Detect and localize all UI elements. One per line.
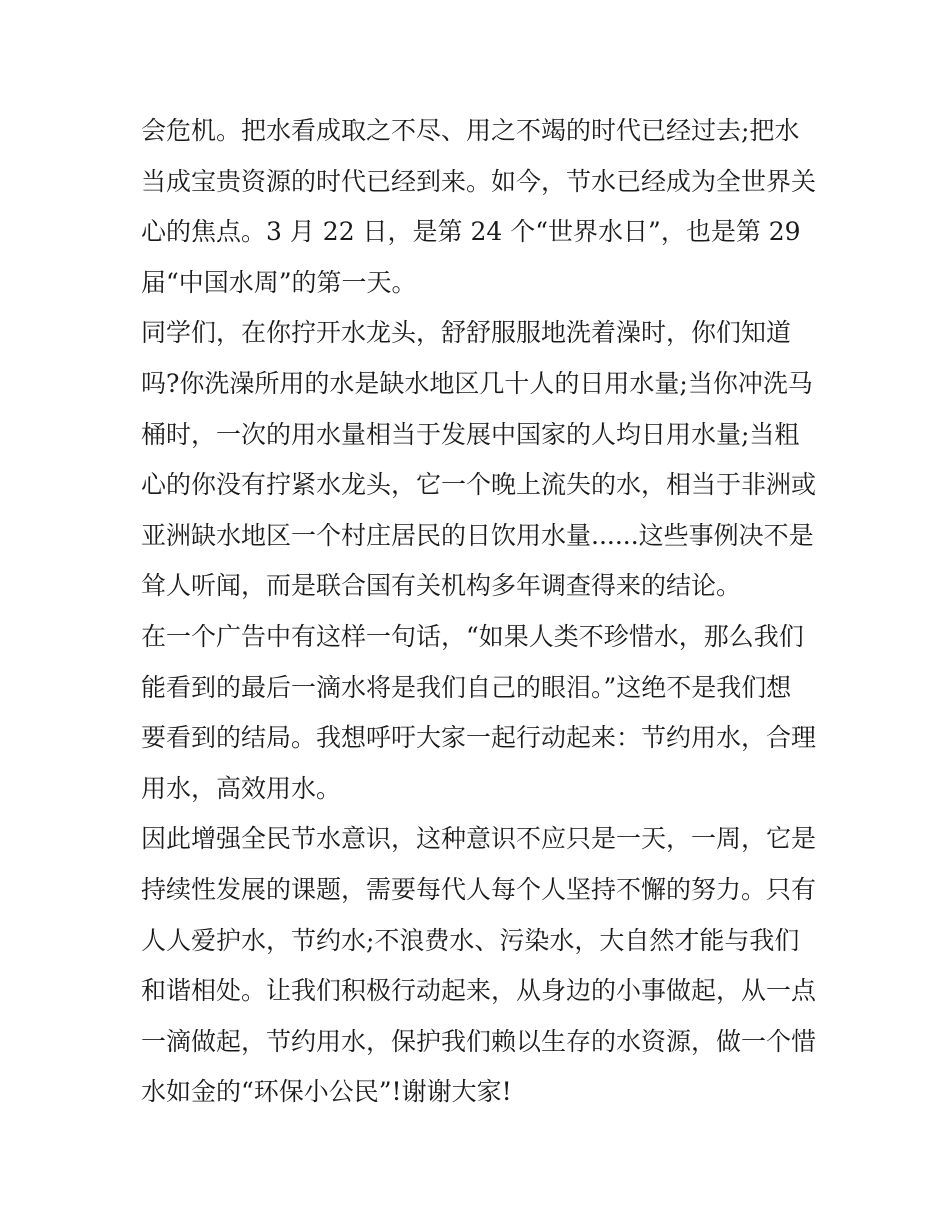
text-line: 当成宝贵资源的时代已经到来。如今，节水已经成为全世界关	[141, 166, 817, 196]
text-line: 用水，高效用水。	[141, 773, 342, 803]
text-line: 持续性发展的课题，需要每代人每个人坚持不懈的努力。只有	[141, 874, 817, 904]
text-line: 亚洲缺水地区一个村庄居民的日饮用水量......这些事例决不是	[141, 520, 814, 550]
body-text	[141, 106, 821, 1118]
text-line: 因此增强全民节水意识，这种意识不应只是一天，一周，它是	[141, 824, 817, 854]
text-line: 人人爱护水，节约水;不浪费水、污染水，大自然才能与我们	[141, 925, 800, 955]
text-line: 和谐相处。让我们积极行动起来，从身边的小事做起，从一点	[141, 976, 817, 1006]
text-line: 心的你没有拧紧水龙头，它一个晚上流失的水，相当于非洲或	[141, 470, 817, 500]
text-line: 能看到的最后一滴水将是我们自己的眼泪。”这绝不是我们想	[141, 672, 792, 702]
text-line: 桶时，一次的用水量相当于发展中国家的人均日用水量;当粗	[141, 419, 800, 449]
text-line: 耸人听闻，而是联合国有关机构多年调查得来的结论。	[141, 571, 742, 601]
text-line: 吗?你洗澡所用的水是缺水地区几十人的日用水量;当你冲洗马	[141, 368, 813, 398]
text-line: 会危机。把水看成取之不尽、用之不竭的时代已经过去;把水	[141, 116, 800, 145]
text-line: 在一个广告中有这样一句话，“如果人类不珍惜水，那么我们	[141, 621, 804, 651]
text-line: 心的焦点。3 月 22 日，是第 24 个“世界水日”，也是第 29	[141, 217, 801, 247]
text-line: 届“中国水周”的第一天。	[141, 267, 417, 297]
text-line: 同学们，在你拧开水龙头，舒舒服服地洗着澡时，你们知道	[141, 318, 792, 348]
text-line: 要看到的结局。我想呼吁大家一起行动起来：节约用水，合理	[141, 723, 817, 753]
text-line: 一滴做起，节约用水，保护我们赖以生存的水资源，做一个惜	[141, 1026, 817, 1056]
text-line: 水如金的“环保小公民”!谢谢大家!	[141, 1077, 512, 1107]
